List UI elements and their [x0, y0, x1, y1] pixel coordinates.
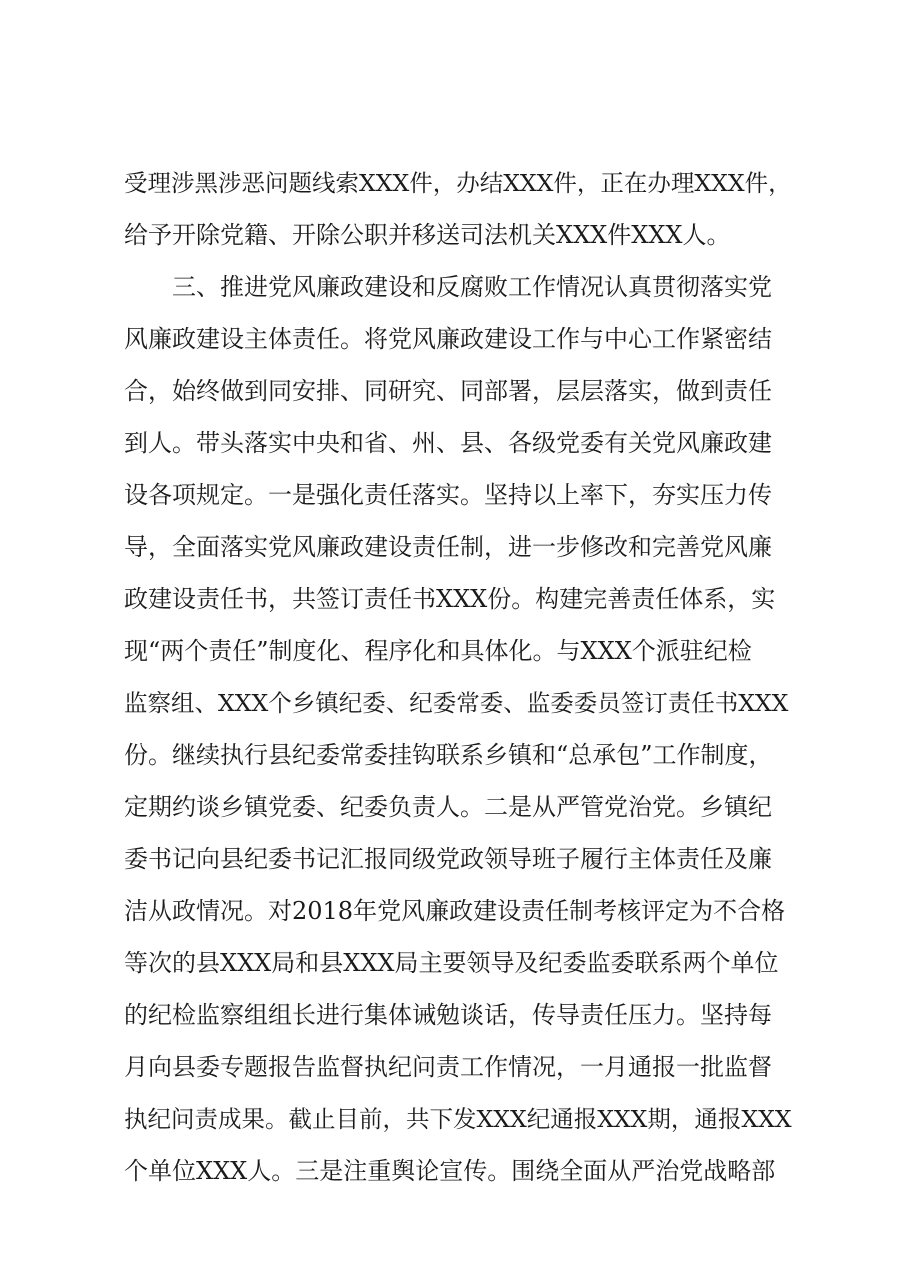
paragraph-line: 份。继续执行县纪委常委挂钩联系乡镇和“总承包”工作制度， — [124, 741, 773, 769]
paragraph-line: 定期约谈乡镇党委、纪委负责人。二是从严管党治党。乡镇纪 — [124, 793, 772, 821]
paragraph-line: 月向县委专题报告监督执纪问责工作情况，一月通报一批监督 — [124, 1053, 772, 1081]
paragraph-line: 风廉政建设主体责任。将党风廉政建设工作与中心工作紧密结 — [124, 325, 772, 353]
paragraph-line: 的纪检监察组组长进行集体诫勉谈话，传导责任压力。坚持每 — [124, 1001, 772, 1029]
paragraph-line: 委书记向县纪委书记汇报同级党政领导班子履行主体责任及廉 — [124, 845, 772, 873]
paragraph-line: 合，始终做到同安排、同研究、同部署，层层落实，做到责任 — [124, 377, 772, 405]
paragraph-line: 导，全面落实党风廉政建设责任制，进一步修改和完善党风廉 — [124, 533, 772, 561]
paragraph-line: 等次的县XXX局和县XXX局主要领导及纪委监委联系两个单位 — [124, 949, 779, 977]
paragraph-line: 现“两个责任”制度化、程序化和具体化。与XXX个派驻纪检 — [124, 637, 752, 665]
paragraph-line: 到人。带头落实中央和省、州、县、各级党委有关党风廉政建 — [124, 429, 772, 457]
paragraph-line: 设各项规定。一是强化责任落实。坚持以上率下，夯实压力传 — [124, 481, 772, 509]
paragraph-line: 受理涉黑涉恶问题线索XXX件，办结XXX件，正在办理XXX件， — [124, 169, 792, 197]
paragraph-line: 给予开除党籍、开除公职并移送司法机关XXX件XXX人。 — [124, 221, 731, 249]
paragraph-line: 个单位XXX人。三是注重舆论宣传。围绕全面从严治党战略部 — [124, 1157, 776, 1185]
paragraph-line: 执纪问责成果。截止目前，共下发XXX纪通报XXX期，通报XXX — [124, 1105, 792, 1133]
paragraph-line: 监察组、XXX个乡镇纪委、纪委常委、监委委员签订责任书XXX — [124, 689, 789, 717]
paragraph-line: 政建设责任书，共签订责任书XXX份。构建完善责任体系，实 — [124, 585, 776, 613]
paragraph-line: 洁从政情况。对2018年党风廉政建设责任制考核评定为不合格 — [124, 897, 786, 925]
paragraph-line: 三、推进党风廉政建设和反腐败工作情况认真贯彻落实党 — [172, 273, 772, 301]
